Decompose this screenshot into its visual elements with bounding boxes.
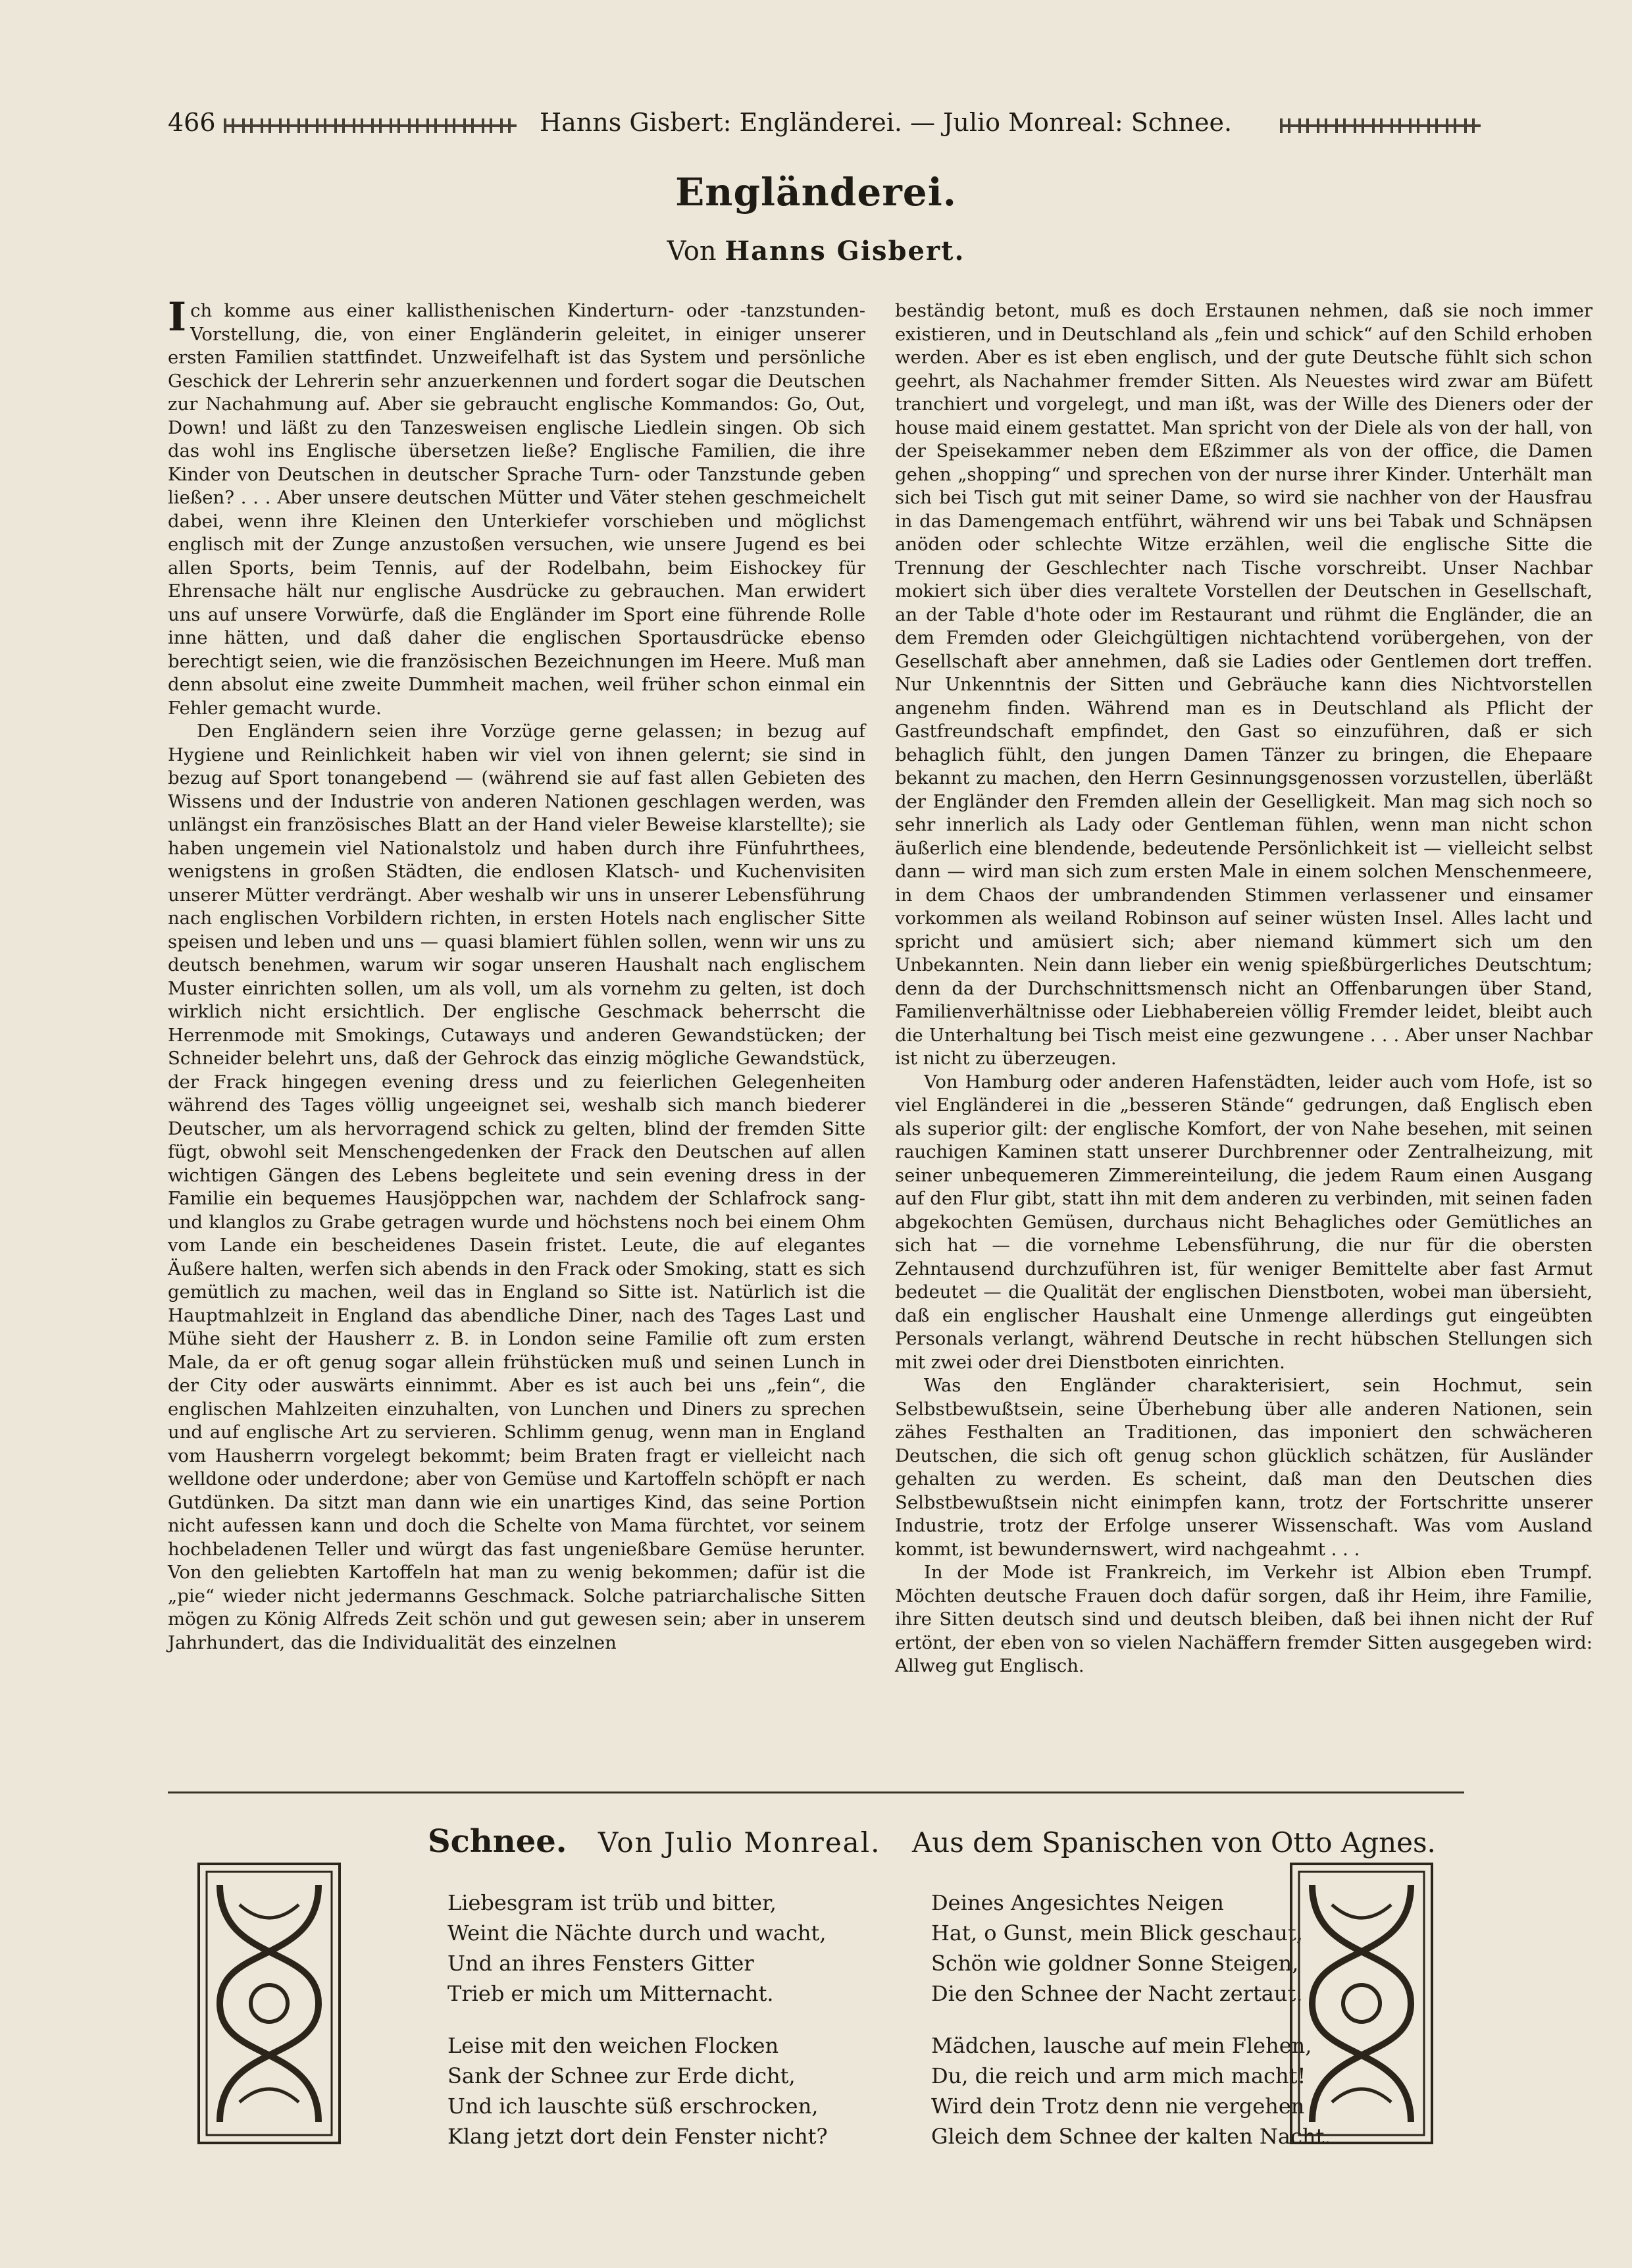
decorative-ornament-left: [197, 1863, 341, 2144]
poem-line: Klang jetzt dort dein Fenster nicht?: [447, 2124, 828, 2149]
poem-line: Du, die reich und arm mich macht!: [931, 2063, 1306, 2088]
paragraph: In der Mode ist Frankreich, im Verkehr ist Albion eben Trumpf. Möchten deutsche Frauen doch dafür sorgen, daß ihr Heim, ihre Familie, ihre Sitten deutsch sind und deutsch bleiben, daß bei ihnen nicht der Ruf ertönt, der eben von so vielen Nachäffern fremder Sitten ausgegeben wird: Allweg gut Englisch.: [895, 1562, 1593, 1676]
poem-line: Trieb er mich um Mitternacht.: [447, 1981, 774, 2006]
poem-line: Schön wie goldner Sonne Steigen,: [931, 1951, 1299, 1976]
poem-line: Die den Schnee der Nacht zertaut.: [931, 1981, 1303, 2006]
header-ornament-right: [1280, 118, 1481, 133]
article-title: Engländerei.: [675, 170, 957, 215]
ornament-icon: [200, 1865, 338, 2142]
poem-line: Hat, o Gunst, mein Blick geschaut,: [931, 1920, 1303, 1946]
decorative-ornament-right: [1290, 1863, 1433, 2144]
ornament-icon: [1292, 1865, 1431, 2142]
article-column-left: [168, 294, 865, 1655]
poem-author: Von Julio Monreal.: [598, 1826, 881, 1859]
poem-stanza-3: [931, 1888, 1303, 2009]
byline-prefix: Von: [667, 236, 717, 267]
poem-line: Liebesgram ist trüb und bitter,: [447, 1890, 777, 1915]
paragraph: beständig betont, muß es doch Erstaunen nehmen, daß sie noch immer existieren, und in Deutschland als „fein und schick“ auf den Schild erhoben werden. Aber es ist eben englisch, und der gute Deutsche fühlt sich schon geehrt, als Nachahmer fremder Sitten. Als Neuestes wird zwar am Büfett tranchiert und vorgelegt, und man ißt, was der Wille des Dieners oder der house maid einem gestattet. Man spricht von der Diele als von der hall, von der Speisekammer neben dem Eßzimmer als von der office, die Damen gehen „shopping“ und sprechen von der nurse ihrer Kinder. Unterhält man sich bei Tisch gut mit seiner Dame, so wird sie nachher von der Hausfrau in das Damengemach entführt, während wir uns bei Tabak und Schnäpsen anöden oder schlechte Witze erzählen, weil die englische Sitte die Trennung der Geschlechter nach Tische vorschreibt. Unser Nachbar mokiert sich über dies veraltete Vorstellen der Deutschen in Gesellschaft, an der Table d'hote oder im Restaurant und rühmt die Engländer, die an dem Fremden oder Gleichgültigen nichtachtend vorübergehen, von der Gesellschaft aber annehmen, daß sie Ladies oder Gentlemen dort treffen. Nur Unkenntnis der Sitten und Gebräuche kann dies Nichtvorstellen angenehm finden. Während man es in Deutschland als Pflicht der Gastfreundschaft empfindet, den Gast so einzuführen, daß er sich behaglich fühlt, den jungen Damen Tänzer zu bringen, die Ehepaare bekannt zu machen, den Herrn Gesinnungsgenossen vorzustellen, überläßt der Engländer den Fremden allein der Geselligkeit. Man mag sich noch so sehr innerlich als Lady oder Gentleman fühlen, wenn man nicht schon äußerlich eine blendende, bedeutende Persönlichkeit ist — vielleicht selbst dann — wird man sich zum ersten Male in einem solchen Menschenmeere, in dem Chaos der umbrandenden Stimmen verlassener und einsamer vorkommen als weiland Robinson auf seiner wüsten Insel. Alles lacht und spricht und amüsiert sich; aber niemand kümmert sich um den Unbekannten. Nein dann lieber ein wenig spießbürgerliches Deutschtum; denn da der Durchschnittsmensch nicht an Offenbarungen über Stand, Familienverhältnisse oder Liebhabereien völlig Fremder leidet, bleibt auch die Unterhaltung bei Tisch meist eine gezwungene . . . Aber unser Nachbar ist nicht zu überzeugen.: [895, 300, 1593, 1069]
poem-stanza-4: [931, 2030, 1331, 2152]
header-ornament-left: [224, 118, 517, 133]
running-title: Hanns Gisbert: Engländerei. — Julio Monreal: Schnee.: [540, 108, 1233, 137]
poem-line: Leise mit den weichen Flocken: [447, 2033, 779, 2058]
poem-line: Wird dein Trotz denn nie vergehen: [931, 2094, 1305, 2119]
poem-stanza-2: [447, 2030, 828, 2152]
poem-translator: Aus dem Spanischen von Otto Agnes.: [911, 1826, 1436, 1859]
paragraph: Ich komme aus einer kallisthenischen Kinderturn- oder -tanzstunden-Vorstellung, die, von einer Engländerin geleitet, in einiger unserer ersten Familien stattfindet. Unzweifelhaft ist das System und persönliche Geschick der Lehrerin sehr anzuerkennen und fordert sogar die Deutschen zur Nachahmung auf. Aber sie gebraucht englische Kommandos: Go, Out, Down! und läßt zu den Tanzesweisen englische Liedlein singen. Ob sich das wohl ins Englische übersetzen ließe? Englische Familien, die ihre Kinder von Deutschen in deutscher Sprache Turn- oder Tanzstunde geben ließen? . . . Aber unsere deutschen Mütter und Väter stehen geschmeichelt dabei, wenn ihre Kleinen den Unterkiefer vorschieben und möglichst englisch mit der Zunge anzustoßen versuchen, wie unsere Jugend es bei allen Sports, beim Tennis, auf der Rodelbahn, beim Eishockey für Ehrensache hält nur englische Ausdrücke zu gebrauchen. Man erwidert uns auf unsere Vorwürfe, daß die Engländer im Sport eine führende Rolle inne hätten, und daß daher die englischen Sportausdrücke ebenso berechtigt seien, wie die französischen Bezeichnungen im Heere. Muß man denn absolut eine zweite Dummheit machen, weil früher schon einmal ein Fehler gemacht wurde.: [168, 294, 865, 719]
poem-line: Und ich lauschte süß erschrocken,: [447, 2094, 819, 2119]
paragraph: Von Hamburg oder anderen Hafenstädten, leider auch vom Hofe, ist so viel Engländerei in die „besseren Stände“ gedrungen, daß Englisch eben als superior gilt: der englische Komfort, der von Nahe besehen, mit seinen rauchigen Kaminen statt unserer Durchbrenner oder Zentralheizung, mit seiner unbequemeren Zimmereinteilung, die jedem Raum einen Ausgang auf den Flur gibt, statt ihn mit dem anderen zu verbinden, mit seinen faden abgekochten Gemüsen, durchaus nicht Behagliches oder Gemütliches an sich hat — die vornehme Lebensführung, die nur für die obersten Zehntausend durchzuführen ist, für weniger Bemittelte aber fast Armut bedeutet — die Qualität der englischen Dienstboten, wobei man übersieht, daß ein englischer Haushalt eine Unmenge allerdings gut eingeübten Personals verlangt, während Deutsche in recht hübschen Stellungen sich mit zwei oder drei Dienstboten einrichten.: [895, 1071, 1593, 1373]
article-byline: [0, 236, 1632, 267]
poem-header: [428, 1823, 1436, 1860]
poem-line: Sank der Schnee zur Erde dicht,: [447, 2063, 796, 2088]
section-divider: [168, 1791, 1464, 1793]
poem-line: Und an ihres Fensters Gitter: [447, 1951, 754, 1976]
running-header: [0, 105, 1632, 151]
poem-line: Deines Angesichtes Neigen: [931, 1890, 1224, 1915]
poem-line: Gleich dem Schnee der kalten Nacht.: [931, 2124, 1331, 2149]
poem-title: Schnee.: [428, 1823, 567, 1860]
page-number: 466: [168, 108, 216, 137]
article-column-right: [895, 299, 1593, 1678]
poem-line: Mädchen, lausche auf mein Flehen,: [931, 2033, 1312, 2058]
paragraph: Was den Engländer charakterisiert, sein Hochmut, sein Selbstbewußtsein, seine Überhebung über alle anderen Nationen, sein zähes Festhalten an Traditionen, das imponiert den schwächeren Deutschen, die sich oft genug schon glücklich schätzen, für Ausländer gehalten zu werden. Es scheint, daß man den Deutschen dies Selbstbewußtsein nicht einimpfen kann, trotz der Fortschritte unserer Industrie, trotz der Erfolge unserer Wissenschaft. Was vom Ausland kommt, ist bewundernswert, wird nachgeahmt . . .: [895, 1375, 1593, 1560]
poem-line: Weint die Nächte durch und wacht,: [447, 1920, 827, 1946]
poem-stanza-1: [447, 1888, 827, 2009]
byline-author: Hanns Gisbert.: [725, 236, 965, 267]
paragraph: Den Engländern seien ihre Vorzüge gerne gelassen; in bezug auf Hygiene und Reinlichkeit haben wir viel von ihnen gelernt; sie sind in bezug auf Sport tonangebend — (während sie auf fast allen Gebieten des Wissens und der Industrie von anderen Nationen geschlagen werden, was unlängst ein französisches Blatt an der Hand vieler Beweise klarstellte); sie haben ungemein viel Nationalstolz und haben durch ihre Fünfuhrthees, wenigstens in großen Städten, die endlosen Klatsch- und Kuchenvisiten unserer Mütter verdrängt. Aber weshalb wir uns in unserer Lebensführung nach englischen Vorbildern richten, in ersten Hotels nach englischer Sitte speisen und leben und uns — quasi blamiert fühlen sollen, wenn wir uns zu deutsch benehmen, warum wir sogar unseren Haushalt nach englischem Muster einrichten sollen, um als voll, um als vornehm zu gelten, ist doch wirklich nicht ersichtlich. Der englische Geschmack beherrscht die Herrenmode mit Smokings, Cutaways und anderen Gewandstücken; der Schneider belehrt uns, daß der Gehrock das einzig mögliche Gewandstück, der Frack hingegen evening dress und zu feierlichen Gelegenheiten während des Tages völlig ungeeignet sei, weshalb sich manch biederer Deutscher, um als hervorragend schick zu gelten, blind der fremden Sitte fügt, obwohl seit Menschengedenken der Frack den Deutschen auf allen wichtigen Gängen des Lebens begleitete und sein evening dress in der Familie ein bequemes Hausjöppchen war, nachdem der Schlafrock sang- und klanglos zu Grabe getragen wurde und höchstens noch bei einem Ohm vom Lande ein bescheidenes Dasein fristet. Leute, die auf elegantes Äußere halten, werfen sich abends in den Frack oder Smoking, statt es sich gemütlich zu machen, weil das in England so Sitte ist. Natürlich ist die Hauptmahlzeit in England das abendliche Diner, nach des Tages Last und Mühe sieht der Hausherr z. B. in London seine Familie oft zum ersten Male, da er oft genug sogar allein frühstücken muß und seinen Lunch in der City oder auswärts einnimmt. Aber es ist auch bei uns „fein“, die englischen Mahlzeiten einzuhalten, von Lunchen und Diners zu sprechen und auf englische Art zu servieren. Schlimm genug, wenn man in England vom Hausherrn vorgelegt bekommt; beim Braten fragt er vielleicht nach welldone oder underdone; aber von Gemüse und Kartoffeln schöpft er nach Gutdünken. Da sitzt man dann wie ein unartiges Kind, das seine Portion nicht aufessen kann und doch die Schelte von Mama fürchtet, vor seinem hochbeladenen Teller und würgt das fast ungenießbare Gemüse herunter. Von den geliebten Kartoffeln hat man zu wenig bekommen; dafür ist die „pie“ wieder nicht jedermanns Geschmack. Solche patriarchalische Sitten mögen zu König Alfreds Zeit schön und gut gewesen sein; aber in unserem Jahrhundert, das die Individualität des einzelnen: [168, 721, 865, 1653]
